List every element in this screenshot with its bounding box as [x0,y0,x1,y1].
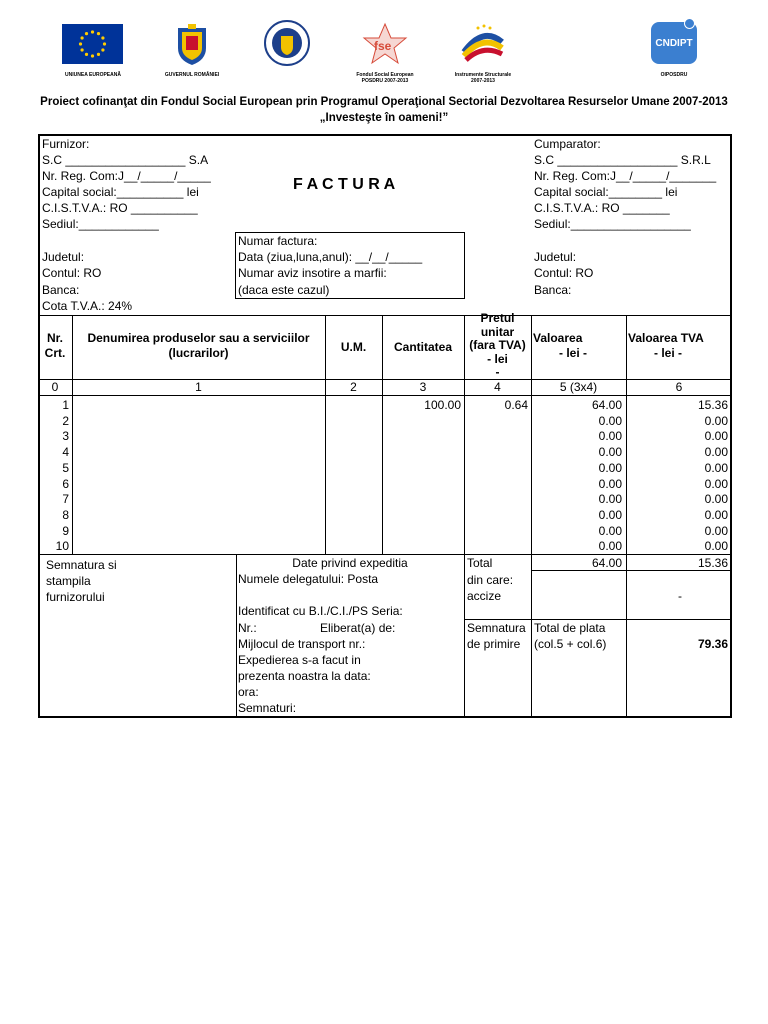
invoice-title: F A C T U R A [293,176,396,193]
is-caption: Instrumente Structurale 2007-2013 [454,72,512,84]
row-nr: 4 [62,445,69,460]
cumparator-cif: C.I.S.T.V.A.: RO _______ [534,201,670,215]
row-valoare: 0.00 [598,539,622,554]
footer-line-2 [464,554,465,718]
invoice-date-label: Data (ziua,luna,anul): __/__/_____ [238,250,423,264]
col-header-um: U.M. [340,340,367,354]
furnizor-judet: Judetul: [42,250,85,264]
cumparator-sc: S.C __________________ S.R.L [534,153,711,167]
col-header-nr: Nr. Crt. [44,331,66,360]
cumparator-label: Cumparator: [534,137,601,151]
row-valoare: 64.00 [591,398,622,412]
delegat-label: Numele delegatului: Posta [238,572,379,586]
cumparator-cont: Contul: RO [534,266,594,280]
project-header-line2: „Investeşte în oameni!” [319,112,449,124]
row-valoare: 0.00 [598,523,622,538]
ministry-seal-logo [264,20,310,66]
col-index-5: 5 (3x4) [559,380,598,394]
furnizor-capital: Capital social:__________ lei [42,185,199,199]
col-index-4: 4 [494,380,501,394]
row-nr: 6 [62,476,69,491]
row-tva: 0.00 [704,523,728,538]
table-top-line [38,315,732,316]
semnatura-furnizor-3: furnizorului [46,590,105,604]
row-nr: 2 [62,413,69,428]
row-nr: 8 [62,507,69,522]
total-tva: 15.36 [697,556,728,570]
expedierea-label: Expedierea s-a facut in [238,653,361,667]
instrumente-structurale-logo [458,22,508,66]
fse-caption: Fondul Social European POSDRU 2007-2013 [356,72,414,84]
semnatura-furnizor-2: stampila [46,574,91,588]
row-nr: 5 [62,460,69,475]
col-header-valoare: Valoarea - lei - [533,331,588,360]
row-valoare: 0.00 [598,460,622,475]
identificat-label: Identificat cu B.I./C.I./PS Seria: [238,604,403,618]
semnatura-primire-1: Semnatura [467,621,526,635]
invoice-aviz-note: (daca este cazul) [238,283,330,297]
row-cantitate: 100.00 [424,398,461,412]
row-tva: 0.00 [704,492,728,507]
col-index-6: 6 [675,380,683,394]
mijloc-transport-label: Mijlocul de transport nr.: [238,637,366,651]
footer-line-1 [236,554,237,718]
col-index-0: 0 [51,380,59,394]
cumparator-banca: Banca: [534,283,572,297]
col-index-2: 2 [350,380,357,394]
accize-tva: - [678,589,682,603]
expeditie-title: Date privind expeditia [292,556,408,570]
semnaturi-label: Semnaturi: [238,701,297,715]
row-tva: 0.00 [704,429,728,444]
row-tva: 0.00 [704,445,728,460]
furnizor-sc: S.C __________________ S.A [42,153,209,167]
cndipt-caption: OIPOSDRU [660,72,688,78]
total-valoare: 64.00 [591,556,622,570]
prezenta-label: prezenta noastra la data: [238,669,371,683]
row-tva: 0.00 [704,413,728,428]
furnizor-banca: Banca: [42,283,80,297]
project-header-line1: Proiect cofinanţat din Fondul Social European prin Programul Operaţional Sectorial Dezvoltarea Resurselor Umane 2007-2013 [40,96,728,108]
cumparator-sediu: Sediul:__________________ [534,217,691,231]
row-tva: 0.00 [704,460,728,475]
cumparator-judet: Judetul: [534,250,577,264]
row-valoare: 0.00 [598,429,622,444]
total-plata-value: 79.36 [697,637,728,651]
din-care-label: din care: [467,573,514,587]
row-valoare: 0.00 [598,413,622,428]
footer-line-3 [531,554,532,718]
total-plata-label-2: (col.5 + col.6) [534,637,607,651]
col-header-denumire: Denumirea produselor sau a serviciilor (lucrarilor) [87,331,310,360]
table-body-line [38,395,732,396]
furnizor-cont: Contul: RO [42,266,102,280]
row-nr: 9 [62,523,69,538]
col-header-pret: Pretul unitar (fara TVA) - lei - [469,311,526,379]
row-pret: 0.64 [504,398,528,412]
row-tva: 0.00 [704,476,728,491]
eliberat-label: Eliberat(a) de: [320,621,396,635]
col-header-tva: Valoarea TVA - lei - [628,331,704,360]
invoice-number-label: Numar factura: [238,234,318,248]
eu-flag-logo [62,24,123,64]
furnizor-cif: C.I.S.T.V.A.: RO __________ [42,201,198,215]
row-valoare: 0.00 [598,507,622,522]
row-nr: 7 [62,492,69,507]
invoice-aviz-label: Numar aviz insotire a marfii: [238,266,387,280]
svg-text:fse: fse [374,39,392,53]
nr-label: Nr.: [238,621,257,635]
cumparator-reg: Nr. Reg. Com:J__/_____/_______ [534,169,717,183]
furnizor-label: Furnizor: [42,137,90,151]
row-nr: 3 [62,429,69,444]
col-header-cantitate: Cantitatea [393,340,452,354]
furnizor-sediu: Sediul:____________ [42,217,159,231]
row-valoare: 0.00 [598,445,622,460]
furnizor-cota-tva: Cota T.V.A.: 24% [42,299,133,313]
cndipt-logo: CNDIPT [651,22,697,64]
cumparator-capital: Capital social:________ lei [534,185,678,199]
accize-label: accize [467,589,502,603]
semnatura-furnizor-1: Semnatura si [46,558,117,572]
furnizor-reg: Nr. Reg. Com:J__/_____/_____ [42,169,211,183]
col-index-1: 1 [195,380,202,394]
semnatura-primire-2: de primire [467,637,521,651]
guvern-caption: GUVERNUL ROMÂNIEI [164,72,220,78]
ora-label: ora: [238,685,259,699]
row-tva: 0.00 [704,507,728,522]
col-index-3: 3 [419,380,427,394]
row-tva: 0.00 [704,539,728,554]
romania-coat-of-arms-logo [174,22,210,66]
row-nr: 1 [62,398,69,412]
row-nr: 10 [55,539,69,554]
eu-caption: UNIUNEA EUROPEANĂ [65,72,121,78]
fse-star-logo [360,22,410,66]
total-label: Total [467,556,493,570]
total-plata-label-1: Total de plata [534,621,606,635]
row-valoare: 0.00 [598,492,622,507]
row-valoare: 0.00 [598,476,622,491]
row-tva: 15.36 [697,398,728,412]
